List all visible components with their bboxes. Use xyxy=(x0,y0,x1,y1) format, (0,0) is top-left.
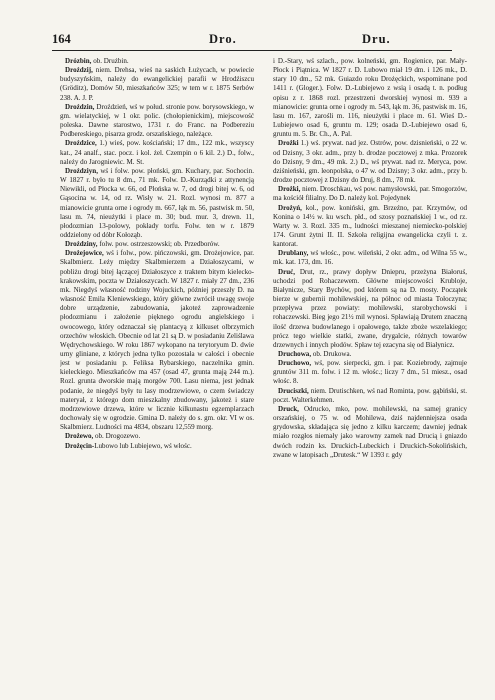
entry-headword: Droździn, xyxy=(65,102,95,111)
entry-headword: Drublany, xyxy=(278,249,309,258)
dictionary-entry xyxy=(60,442,254,451)
entry-text: Droździeń, wś w połud. stronie pow. borysowskiego, w gm. wielatyckiej, w 1 okr. polic. (chołopienickim), miejscowość poleska. Dawne starostwo, 1731 r. do Franc. na Podbereziu Podbereskiego, pisarza grodz. orszańskiego, należące. xyxy=(60,102,254,139)
entry-text: ob. Drukowa. xyxy=(311,350,352,358)
running-head-left: Dro. xyxy=(209,32,237,46)
entry-text: wś, pow. sierpecki, gm. i par. Koziebrody, zajmuje gruntów 311 m. folw. i 12 m. włośc.; liczy 7 dm., 51 miesz., osad włośc. 8. xyxy=(273,359,467,386)
dictionary-entry xyxy=(273,268,467,350)
dictionary-entry xyxy=(273,204,467,250)
entry-headword: Droździj, xyxy=(65,66,93,75)
entry-headword: Droździyn, xyxy=(65,166,98,175)
entry-headword: Drożki xyxy=(278,139,299,148)
dictionary-entry xyxy=(273,185,467,203)
dictionary-entry xyxy=(60,167,254,240)
page-header xyxy=(52,32,452,48)
entry-text: folw. pow. ostrzeszowski; ob. Przedborów. xyxy=(97,240,220,249)
dictionary-entry xyxy=(273,405,467,460)
dictionary-entry xyxy=(60,240,254,249)
entry-text: Lubowo lub Lubiejewo, wś włośc. xyxy=(94,441,192,450)
entry-headword: Drożejowice, xyxy=(65,249,104,258)
entry-headword: Drożki, xyxy=(278,185,301,194)
entry-headword: Drożęcin- xyxy=(65,441,95,450)
entry-text: Drut, rz., prawy dopływ Dniepru, przeżyna Białoruś, uchodzi pod Rohaczewem. Główne miejscowości Krubloje, Białynicze, Stary Bychów, pod którem są na D. mosty. Początek bierze w gubernii mohilewskiej, na północ od miasta Tołoczyna; przepływa przez powiaty: mohilewski, starobychowski i rohaczewski. Bieg jego 21½ mil wynosi. Spławiają Drutem znaczną ilość drzewa budowlanego i opałowego, także zboże wszelakiego; prócz tego wielkie statki, zwane, drygalcie, różnych towarów drzewnych i innych płodów. Spław tej ezacyna się od Białynicz. xyxy=(273,267,467,349)
dictionary-entry xyxy=(60,103,254,140)
dictionary-entry xyxy=(273,387,467,405)
dictionary-entry xyxy=(273,350,467,359)
entry-text: i D.-Stary, wś szlach., pow. kolneński, gm. Rogienice, par. Mały-Płock i Piątnica. W 1827 r. D. Lubowo miał 19 dm. i 126 mk., D. stary 10 dm., 52 mk. Guiazdo roku Drożęckich, wspominane pod 1411 r. (Gloger.). Folw. D.-Lubiejewo z wsią i osadą t. n. podług opisu z r. 1868 rozl. przestrzeni dworskiej wynosi m. 939 a mianowicie: grunta orne i ogrody m. 543, łąk m. 36, pastwisk m. 16, lasu m. 167, zarośli m. 116, nieużytki i place m. 61. Wieś D.-Lubiejewo osad 6, gruntu m. 129; osada D.-Lubiejewo osad 6, gruntu m. 5. Br. Ch., A. Pal. xyxy=(273,57,467,139)
entry-text: wś i folw., pow. pińczowski, gm. Drożejowice, par. Skalbmierz. Leży między Skalbmierzem a Działoszycami, w pobliżu drogi bitej łączącej Działoszyce z traktem bitym kielecko-krakowskim, poczta w Działoszycach. W 1827 r. miały 27 dm., 236 mk. Niegdyś własność rodziny Wojuckich, później przeszły D. na własność Emila Kleniewskiego, który główne zwrócił uwagę swoje dobre urządzenie, zabudowania, jakoteż zaprowadzenie płodozmianu i założenie pięknego ogrodu angielskiego i owocowego, który odznaczał się plantacyą z kilkuset olbrzymich orzechów włoskich. Obecnie od lat 21 są D. w posiadaniu Zeliślawa Wędrychowskiego. W roku 1867 wykopano na terytoryum D. dwie urny gliniane, z których jedna tylko pozostała w całości i obecnie jest w posiadaniu p. Feliksa Rybarskiego, naczelnika gmin. kieleckiego. Mieszkańców ma 457 (osad 47, grunta mają 244 m.). Rozl. grunta dworskie mają morgów 700. Lasu niema, jest jednak podanie, że niegdyś były tu lasy modrzewiowe, o czem świadczy materyał, z którego dom mieszkalny zbudowany, jakoteż i stare modrzewiowe drzewa, które w licznie kilkunastu egzemplarzach dochowały się w ogrodzie. Gmina D. należy do s. gm. okr. VI w os. Skalbmierz. Ludności ma 4834, obszaru 12,559 morg. xyxy=(60,249,254,432)
dictionary-entry xyxy=(273,359,467,386)
page-number: 164 xyxy=(52,32,71,46)
dictionary-entry xyxy=(60,57,254,66)
entry-text: kol., pow. koniński, gm. Brzeźno, par. Krzymów, od Konina o 14½ w. ku wsch. płd., od szosy poznańskiej 1 w., od rz. Warty w. 3. Rozl. 335 m., ludności mieszanej niemiecko-polskiej 174. Grunt żytni II. II. Szkoła religijna ewangelicka czyli t. z. kantorat. xyxy=(273,203,467,249)
entry-headword: Druck, xyxy=(278,404,299,413)
entry-text: 1.) wieś, pow. kościański; 17 dm., 122 mk., wszyscy kat., 24 analf., stac. pocz. i kol. żel. Czempin o 6 kil. 2.) D., folw., należy do Jarogniewic. M. St. xyxy=(60,139,254,166)
entry-text: niem. Drutischken, wś nad Rominta, pow. gąbiński, st. poczt. Walterkehmen. xyxy=(273,386,467,404)
dictionary-entry xyxy=(273,57,467,139)
running-head-right: Dru. xyxy=(362,32,391,46)
entry-text: 1.) wś. prywat. nad jez. Ostrów, pow. dzisnieński, o 22 w. od Dzisny, 3 okr. adm., przy b. drodze pocztowej z mka. Prozorek do Dzisny, 9 dm., 49 mk. 2.) D., wś prywat. nad rz. Meryca, pow. dziśnieński, gm. leonpolska, o 47 w. od Dzisny; 3 okr. adm., przy b. drodze pocztowej z Dzisny do Druj, 8 dm., 78 mk. xyxy=(273,139,467,185)
entry-text: niem. Drehsa, wieś na saskich Łużycach, w powiecie budyszyńskim, należy do ewangelickiej parafii w Hrodźiszcu (Gröditz), Domów 50, mieszkańców 325; w tem w r. 1875 Serbów 238. A. J. P. xyxy=(60,66,254,102)
header-rule xyxy=(52,50,452,51)
entry-headword: Droździce, xyxy=(65,139,97,148)
dictionary-entry xyxy=(273,249,467,267)
entry-text: niem. Droschkau, wś pow. namysłowski, par. Smogorzów, ma kościół filialny. Do D. należy kol. Pojedynek xyxy=(273,185,467,203)
dictionary-entry xyxy=(60,66,254,103)
dictionary-entry xyxy=(60,139,254,166)
entry-headword: Drózbin, xyxy=(65,57,92,65)
right-column xyxy=(273,57,467,692)
entry-text: ob. Drogozewo. xyxy=(93,432,141,441)
entry-headword: Drożewo, xyxy=(65,432,94,441)
left-column xyxy=(60,57,254,692)
entry-headword: Druchowa, xyxy=(278,350,312,358)
dictionary-entry xyxy=(60,249,254,432)
dictionary-entry xyxy=(60,432,254,441)
entry-headword: Druć, xyxy=(278,267,296,276)
entry-headword: Drożyń, xyxy=(278,203,302,212)
entry-headword: Druciszki, xyxy=(278,386,309,395)
dictionary-entry xyxy=(273,139,467,185)
entry-text: wś i folw. pow. płoński, gm. Kuchary, par. Sochocin. W 1827 r. było tu 8 dm., 71 mk. Folw. D.-Kurządki z attynencją Niewikli, od Płocka w. 66, od Płońska w. 7, od drogi bitej w. 6, od Gąsocina w. 14, od rz. Wisły w. 21. Rozl. wynosi m. 877 a mianowicie grunta orne i ogrody m. 667, łąk m. 56, pastwisk m. 50, lasu m. 74, nieużytki i place m. 30; bud. mur. 3, drewn. 11, płodozmian 13-polowy, pokłady torfu. Folw. ten w r. 1879 oddzielony od dóbr Kołoząb. xyxy=(60,166,254,239)
entry-headword: Droździny, xyxy=(65,240,98,249)
entry-headword: Druchowo, xyxy=(278,359,312,368)
entry-text: ob. Drużbin. xyxy=(91,57,129,65)
entry-text: wś włośc., pow. wileński, 2 okr. adm., od Wilna 55 w., mk. kat. 173, dm. 16. xyxy=(273,249,467,267)
entry-text: Odrucko, mko, pow. mohilewski, na samej granicy orszańskiej, o 75 w. od Mohilewa, dziś najdenniejsza osada grydowska, składająca się jedno z kilku karczem; dawniej jednak miało rozgłos niemały jako warowny zamek nad Drucią i gniazdo dwóch rodzin ks. Druckich-Lubeckich i Druckich-Sokolińskich, zwane w latopisach „Drutesk.“ W 1393 r. gdy xyxy=(273,404,467,459)
